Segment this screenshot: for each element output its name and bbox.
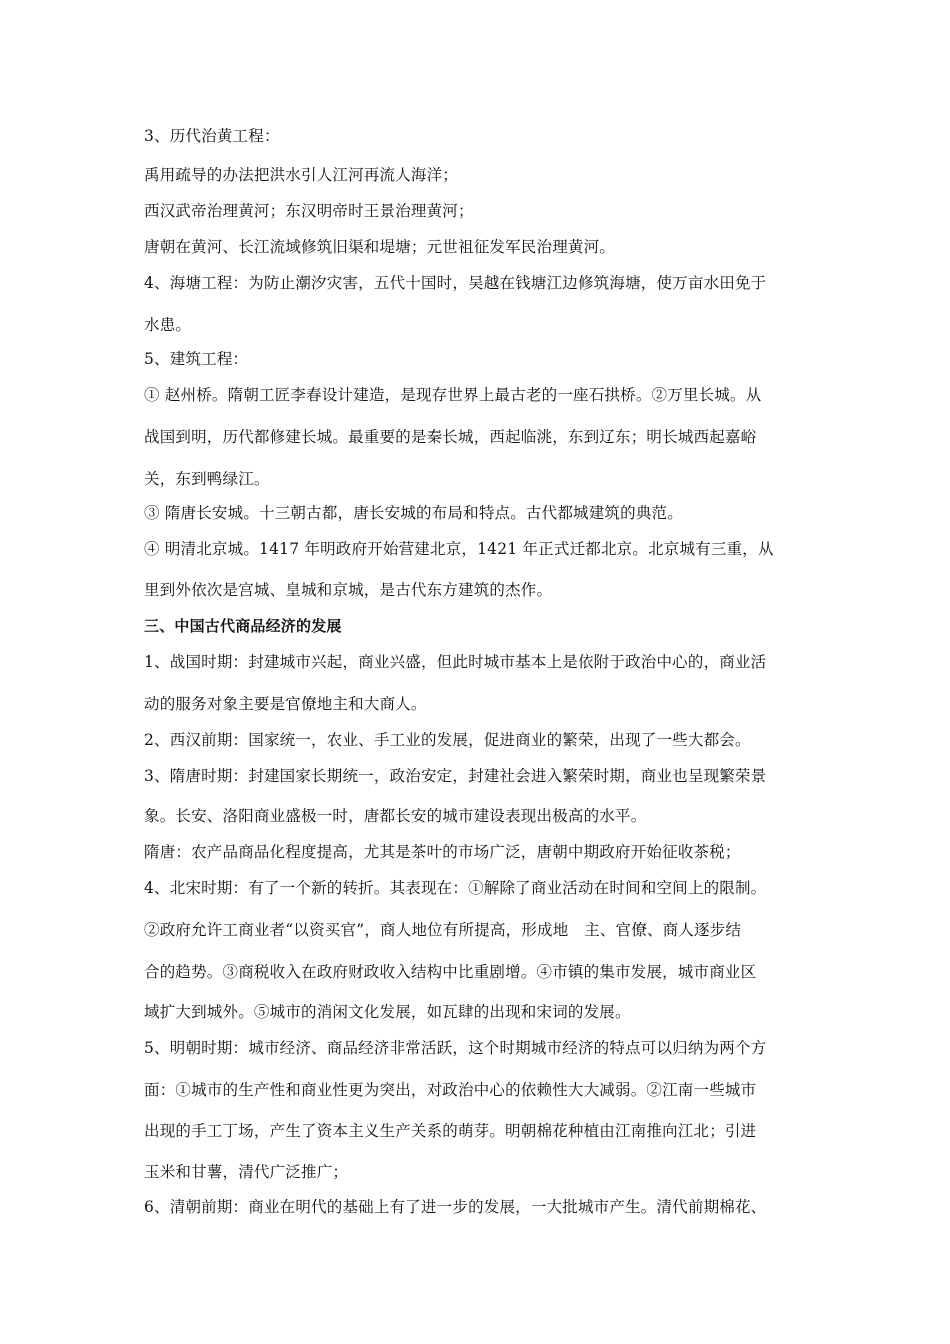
text-line: ④ 明清北京城。1417 年明政府开始营建北京，1421 年正式迁都北京。北京城有三重，从 (144, 540, 774, 558)
text-line: 出现的手工丁场，产生了资本主义生产关系的萌芽。明朝棉花种植由江南推向江北；引进 (144, 1122, 757, 1140)
text-line: ① 赵州桥。隋朝工匠李春设计建造，是现存世界上最古老的一座石拱桥。②万里长城。从 (144, 386, 762, 404)
text-line: 4、北宋时期：有了一个新的转折。其表现在：①解除了商业活动在时间和空间上的限制。 (144, 879, 767, 897)
text-line: 合的趋势。③商税收入在政府财政收入结构中比重剧增。④市镇的集市发展，城市商业区 (144, 963, 757, 981)
text-line: 水患。 (144, 316, 192, 334)
text-line: 玉米和甘薯，清代广泛推广； (144, 1163, 349, 1181)
text-line: 象。长安、洛阳商业盛极一时，唐都长安的城市建设表现出极高的水平。 (144, 807, 647, 825)
text-line: 5、建筑工程： (144, 350, 249, 368)
text-line: 1、战国时期：封建城市兴起，商业兴盛，但此时城市基本上是依附于政治中心的，商业活 (144, 653, 767, 671)
text-line: 3、隋唐时期：封建国家长期统一，政治安定，封建社会进入繁荣时期，商业也呈现繁荣景 (144, 767, 767, 785)
text-line: 禹用疏导的办法把洪水引人江河再流人海洋； (144, 166, 459, 184)
text-line: 战国到明，历代都修建长城。最重要的是秦长城，西起临洮，东到辽东；明长城西起嘉峪 (144, 428, 757, 446)
text-line: 隋唐：农产品商品化程度提高，尤其是茶叶的市场广泛，唐朝中期政府开始征收茶税； (144, 843, 741, 861)
text-line: 关，东到鸭绿江。 (144, 470, 270, 488)
text-line: 域扩大到城外。⑤城市的消闲文化发展，如瓦肆的出现和宋词的发展。 (144, 1003, 631, 1021)
text-line: ②政府允许工商业者“以资买官”，商人地位有所提高，形成地 主、官僚、商人逐步结 (144, 921, 742, 939)
section-heading: 三、中国古代商品经济的发展 (144, 617, 342, 635)
text-line: 4、海塘工程：为防止潮汐灾害，五代十国时，吴越在钱塘江边修筑海塘，使万亩水田免于 (144, 274, 767, 292)
text-line: 西汉武帝治理黄河；东汉明帝时王景治理黄河； (144, 202, 474, 220)
text-line: 5、明朝时期：城市经济、商品经济非常活跃，这个时期城市经济的特点可以归纳为两个方 (144, 1039, 767, 1057)
text-line: 6、清朝前期：商业在明代的基础上有了进一步的发展，一大批城市产生。清代前期棉花、 (144, 1198, 767, 1216)
text-line: 里到外依次是宫城、皇城和京城，是古代东方建筑的杰作。 (144, 581, 553, 599)
text-line: 2、西汉前期：国家统一，农业、手工业的发展，促进商业的繁荣，出现了一些大都会。 (144, 731, 751, 749)
text-line: 面：①城市的生产性和商业性更为突出，对政治中心的依赖性大大减弱。②江南一些城市 (144, 1081, 757, 1099)
text-line: 动的服务对象主要是官僚地主和大商人。 (144, 695, 427, 713)
text-line: ③ 隋唐长安城。十三朝古都，唐长安城的布局和特点。古代都城建筑的典范。 (144, 504, 683, 522)
text-line: 唐朝在黄河、长江流域修筑旧渠和堤塘；元世祖征发军民治理黄河。 (144, 238, 616, 256)
text-line: 3、历代治黄工程： (144, 127, 280, 145)
